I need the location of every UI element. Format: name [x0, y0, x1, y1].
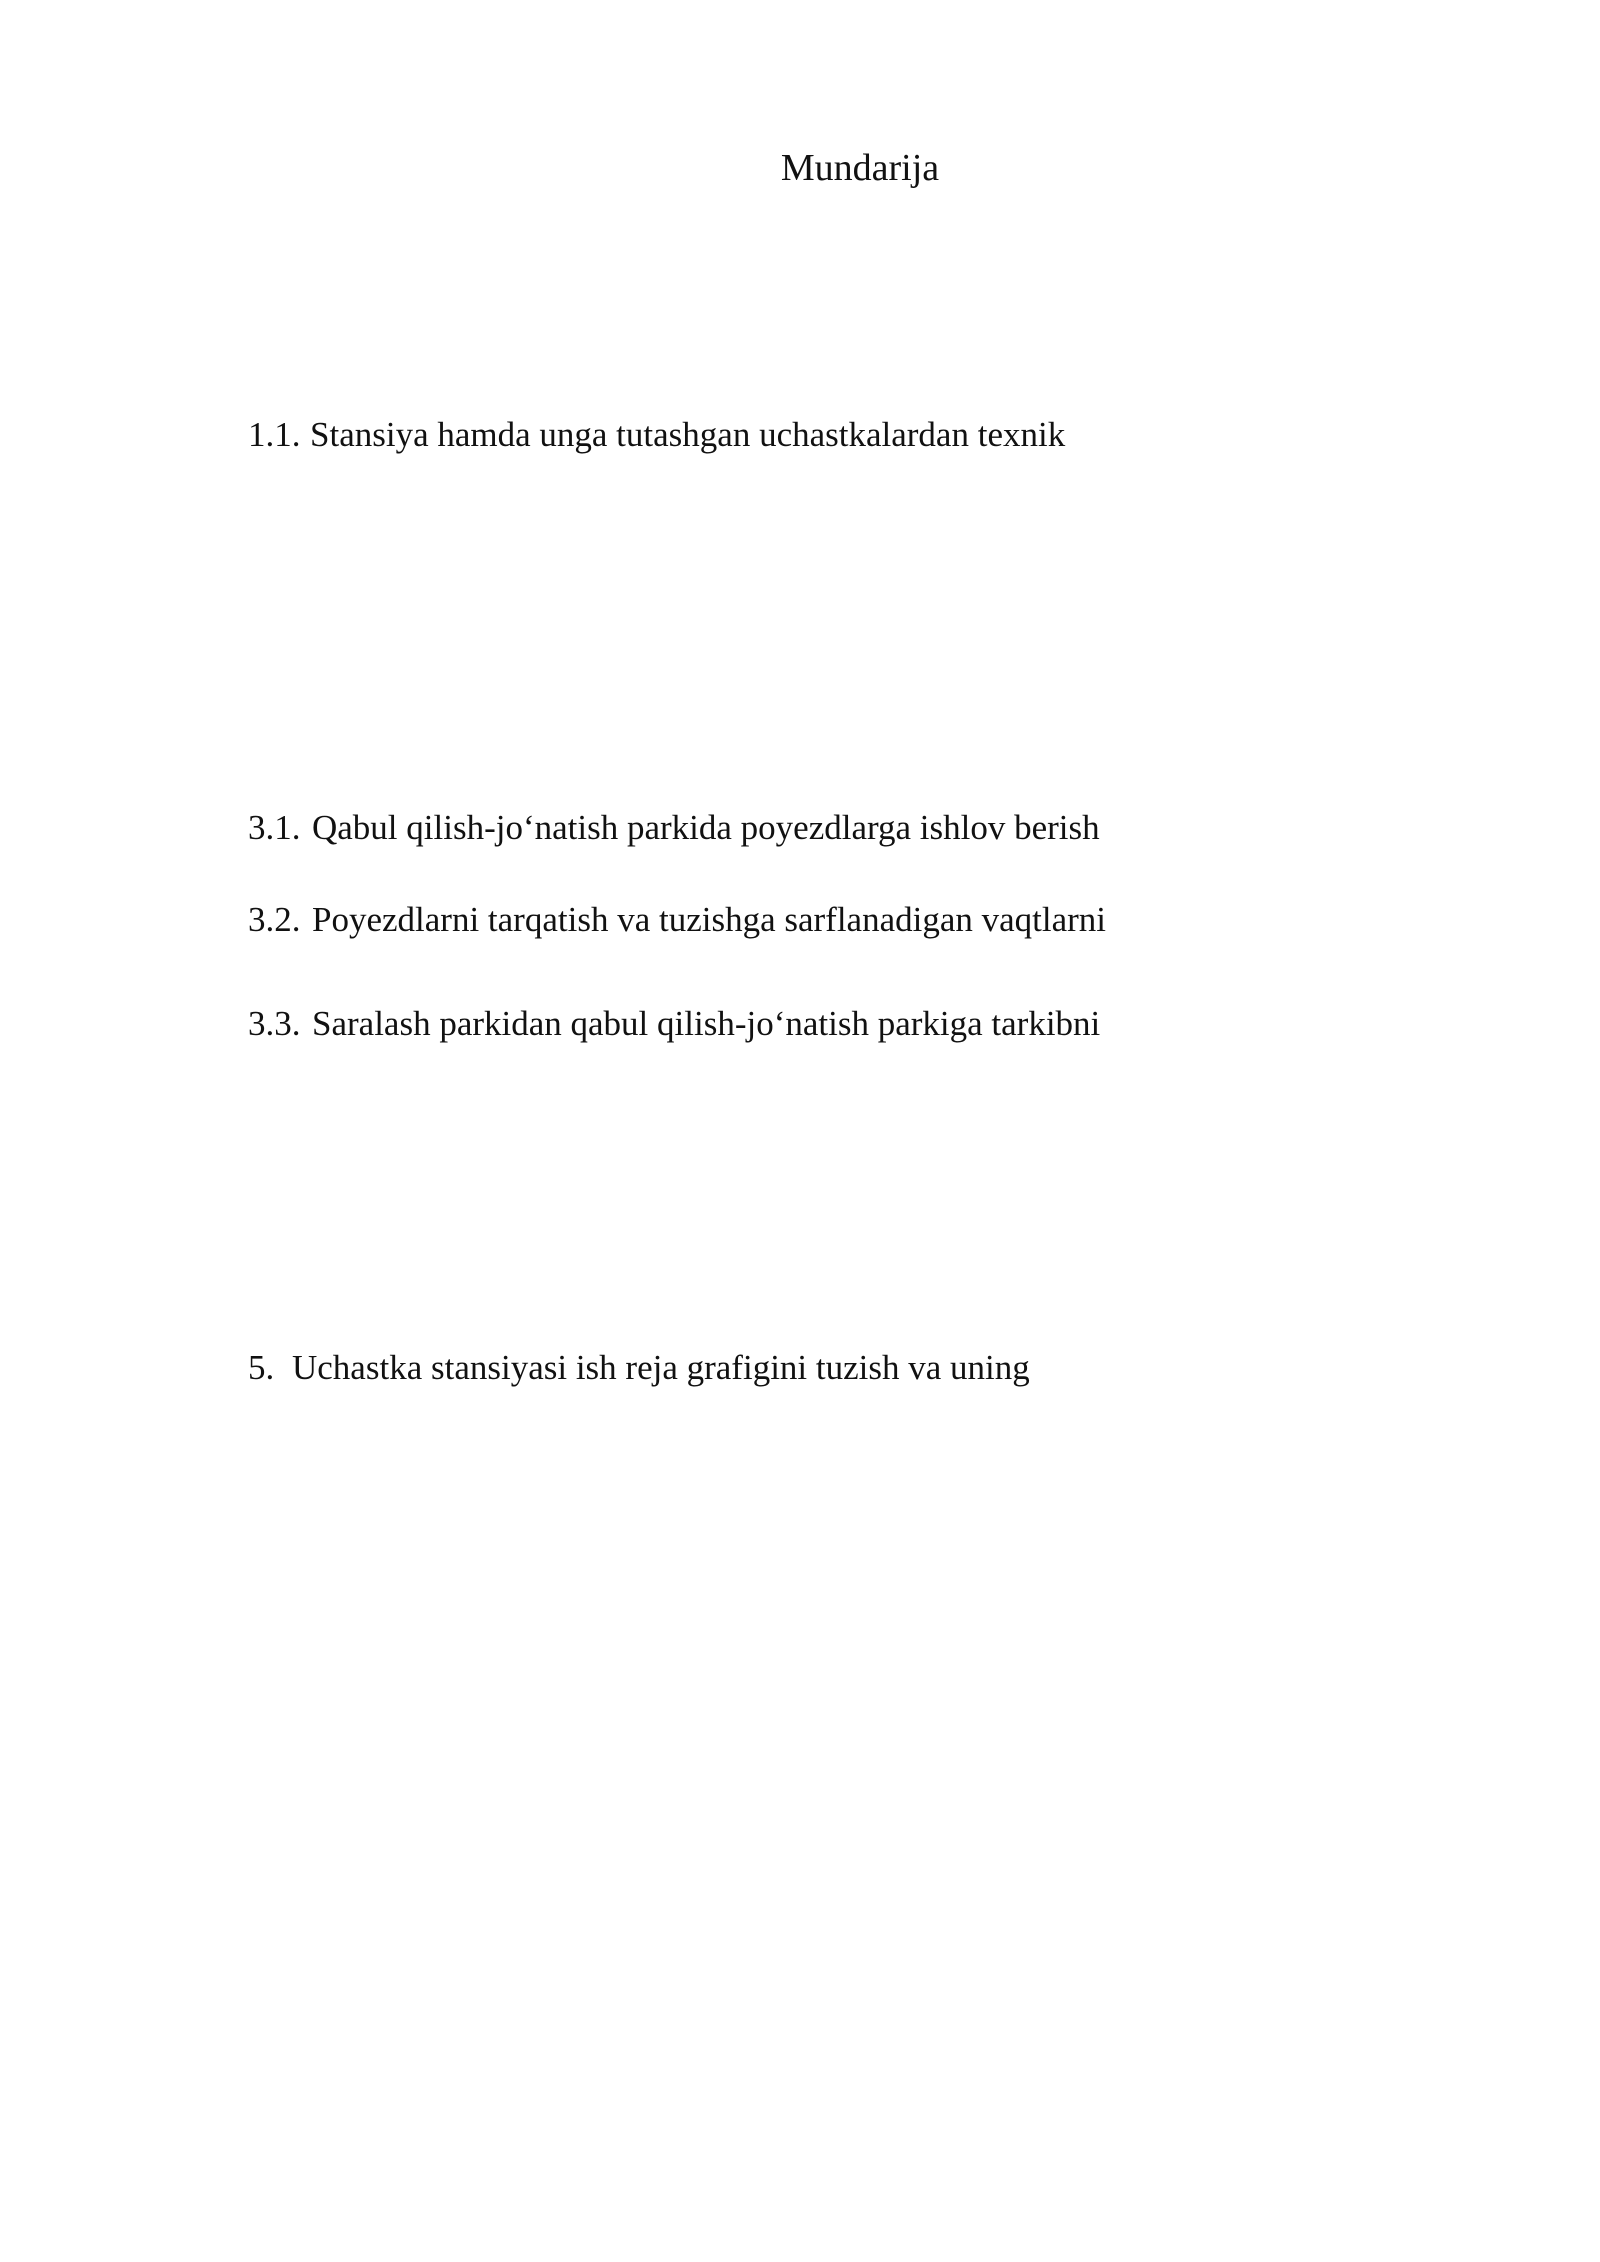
- toc-entry: [248, 1346, 1030, 1390]
- toc-entry: [248, 898, 1106, 942]
- toc-entry: [248, 413, 1065, 457]
- toc-entry-number: 1.1.: [248, 415, 301, 454]
- toc-entry-text: Stansiya hamda unga tutashgan uchastkalardan texnik: [310, 415, 1066, 454]
- toc-entry-number: 3.1.: [248, 808, 301, 847]
- toc-entry-number: 5.: [248, 1348, 275, 1387]
- toc-entry-text: Saralash parkidan qabul qilish-jo‘natish parkiga tarkibni: [312, 1004, 1101, 1043]
- toc-entry-text: Poyezdlarni tarqatish va tuzishga sarflanadigan vaqtlarni: [312, 900, 1107, 939]
- toc-entry: [248, 1002, 1100, 1046]
- page-title: Mundarija: [780, 147, 940, 189]
- toc-entry-text: Uchastka stansiyasi ish reja grafigini tuzish va uning: [292, 1348, 1030, 1387]
- toc-entry-number: 3.2.: [248, 900, 301, 939]
- toc-entry-text: Qabul qilish-jo‘natish parkida poyezdlarga ishlov berish: [312, 808, 1100, 847]
- toc-entry: [248, 806, 1100, 850]
- toc-entry-number: 3.3.: [248, 1004, 301, 1043]
